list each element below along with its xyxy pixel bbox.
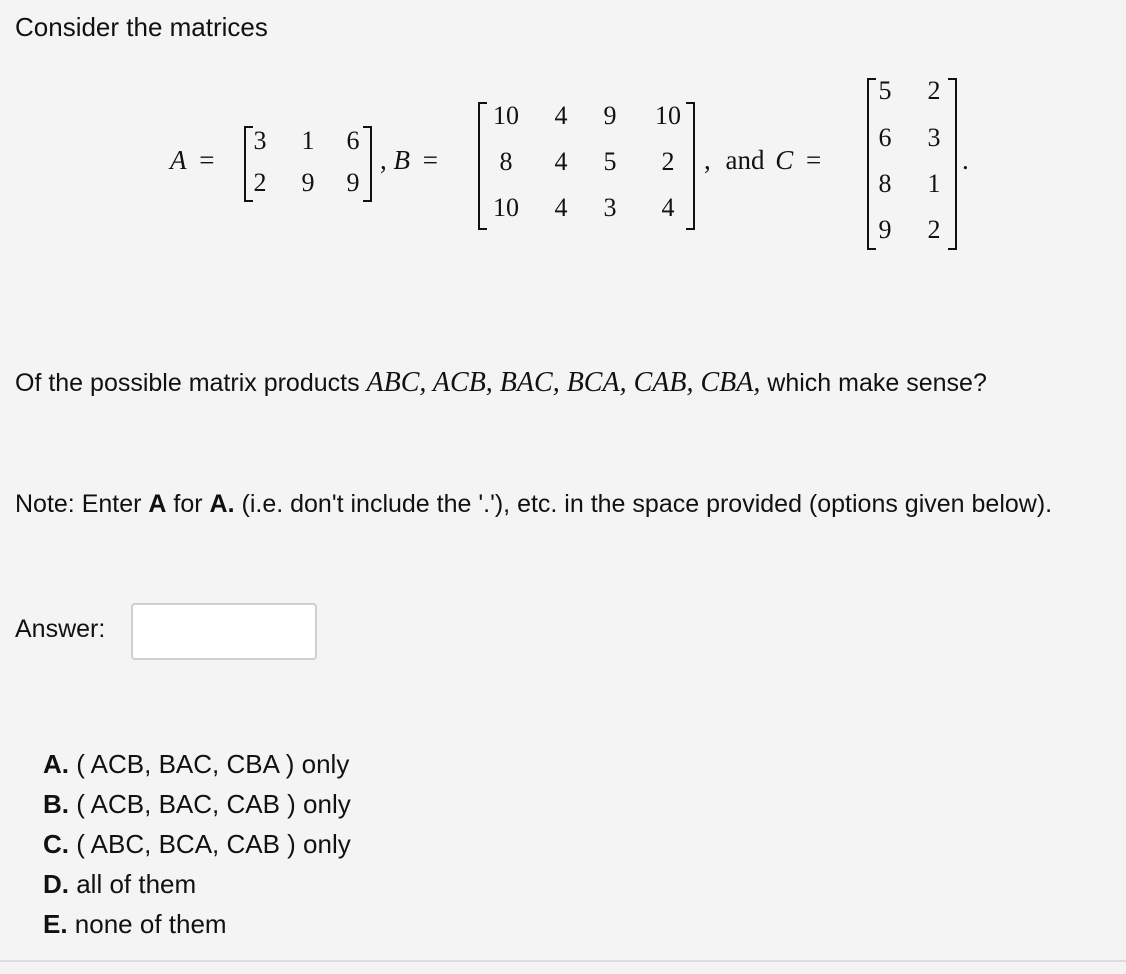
matrix-a-cell: 2	[253, 168, 267, 197]
matrix-b-label: , B =	[380, 145, 438, 175]
matrix-c-cell: 2	[927, 76, 941, 105]
matrix-a-cell: 1	[301, 126, 315, 155]
matrix-b-left-bracket	[478, 102, 487, 230]
matrix-c-cell: 1	[927, 169, 941, 198]
matrix-b-cell: 10	[655, 101, 681, 130]
answer-input[interactable]	[131, 603, 317, 660]
question-text: Of the possible matrix products ABC, ACB, BAC, BCA, CAB, CBA, which make sense?	[15, 367, 987, 398]
matrix-c-cell: 2	[927, 215, 941, 244]
matrix-c-cell: 6	[878, 123, 892, 152]
option-e: E. none of them	[43, 909, 227, 939]
matrix-c-right-bracket	[948, 78, 957, 250]
matrix-b-cell: 10	[493, 193, 519, 222]
matrix-b-cell: 3	[603, 193, 617, 222]
matrix-b-cell: 10	[493, 101, 519, 130]
matrix-b-cell: 4	[554, 147, 568, 176]
option-b: B. ( ACB, BAC, CAB ) only	[43, 789, 351, 819]
matrix-b-cell: 4	[661, 193, 675, 222]
bottom-divider	[0, 960, 1126, 962]
matrix-c-cell: 5	[878, 76, 892, 105]
matrix-b-cell: 2	[661, 147, 675, 176]
options-list	[43, 744, 351, 944]
note-text: Note: Enter A for A. (i.e. don't include the '.'), etc. in the space provided (options given below).	[15, 490, 1053, 518]
products-list: ABC, ACB, BAC, BCA, CAB, CBA,	[366, 367, 761, 398]
matrix-b-cell: 5	[603, 147, 617, 176]
matrix-c-cell: 8	[878, 169, 892, 198]
option-c: C. ( ABC, BCA, CAB ) only	[43, 829, 351, 859]
intro-text: Consider the matrices	[15, 12, 268, 42]
matrix-c-cell: 3	[927, 123, 941, 152]
option-d: D. all of them	[43, 869, 197, 899]
matrix-a-cell: 3	[253, 126, 267, 155]
matrix-b-cell: 4	[554, 101, 568, 130]
matrix-period: .	[962, 145, 969, 175]
matrix-b-cell: 9	[603, 101, 617, 130]
matrix-a-right-bracket	[363, 126, 372, 202]
matrix-a-cell: 6	[346, 126, 360, 155]
matrix-b-right-bracket	[686, 102, 695, 230]
matrix-c-label: , and C =	[704, 145, 822, 175]
option-a: A. ( ACB, BAC, CBA ) only	[43, 749, 350, 779]
matrix-a-cell: 9	[301, 168, 315, 197]
matrix-b-cell: 8	[499, 147, 513, 176]
answer-label: Answer:	[15, 615, 106, 643]
matrix-a-label: A =	[170, 145, 215, 175]
matrix-c-cell: 9	[878, 215, 892, 244]
matrix-a-cell: 9	[346, 168, 360, 197]
matrix-b-cell: 4	[554, 193, 568, 222]
